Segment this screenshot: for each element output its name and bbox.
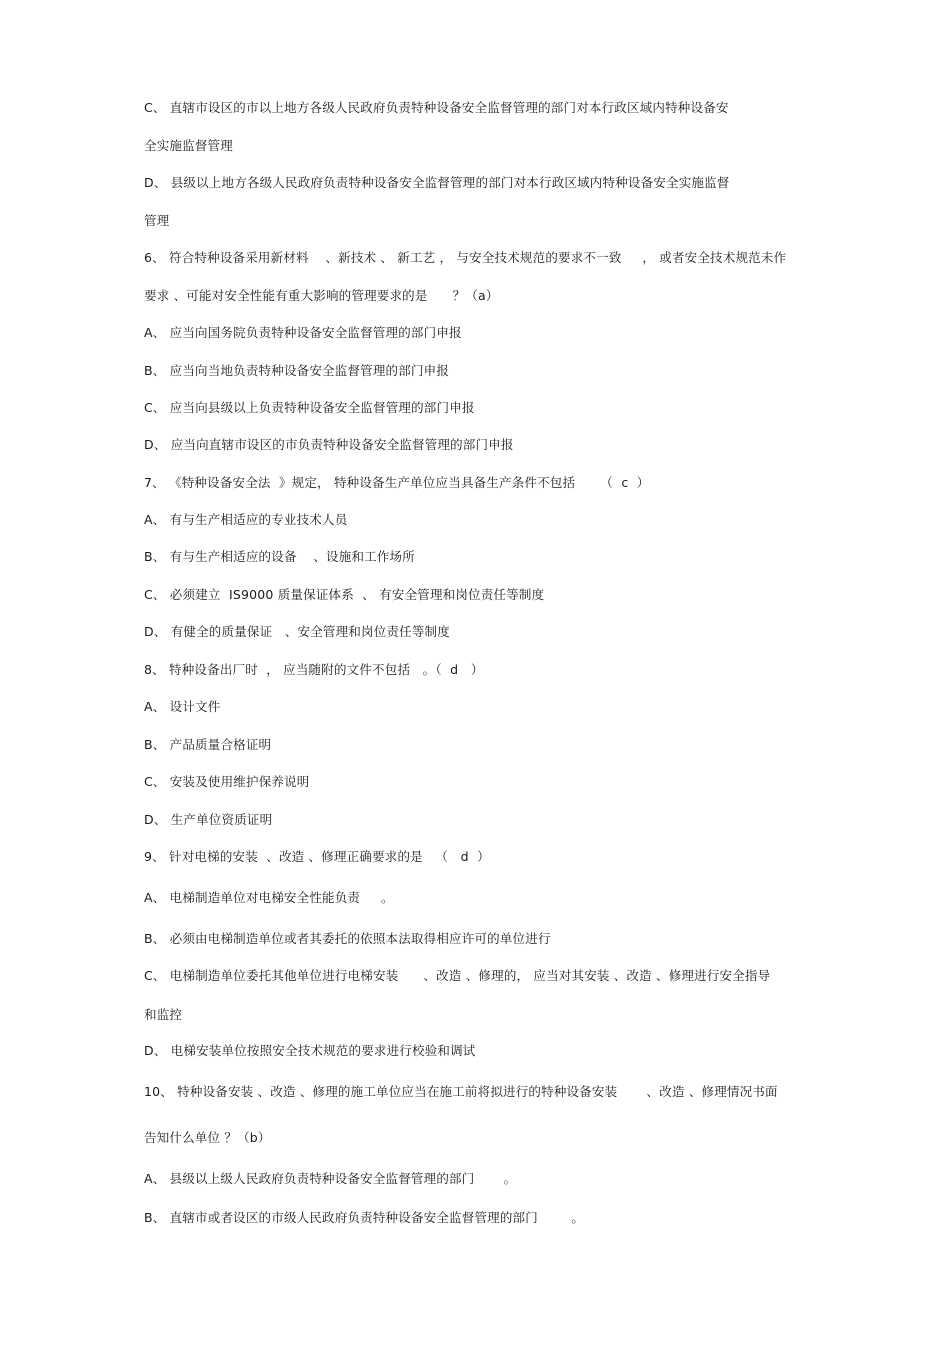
question-8-option-c: C、 安装及使用维护保养说明 bbox=[144, 774, 310, 789]
question-10-line-2: 告知什么单位 ？（b） bbox=[144, 1130, 271, 1145]
question-10-option-a: A、 县级以上级人民政府负责特种设备安全监督管理的部门 。 bbox=[144, 1171, 517, 1186]
question-9-option-c-line-2: 和监控 bbox=[144, 1007, 183, 1022]
option-c-line-1: C、 直辖市设区的市以上地方各级人民政府负责特种设备安全监督管理的部门对本行政区域内特种设备安 bbox=[144, 100, 729, 115]
question-9-option-d: D、 电梯安装单位按照安全技术规范的要求进行校验和调试 bbox=[144, 1043, 476, 1058]
question-9-option-a: A、 电梯制造单位对电梯安全性能负责 。 bbox=[144, 890, 394, 905]
question-10-line-1: 10、 特种设备安装 、改造 、修理的施工单位应当在施工前将拟进行的特种设备安装 、改造 、修理情况书面 bbox=[144, 1084, 778, 1099]
question-6-line-1: 6、 符合特种设备采用新材料 、新技术 、 新工艺 ， 与安全技术规范的要求不一致 ， 或者安全技术规范未作 bbox=[144, 250, 787, 265]
question-9-option-c-line-1: C、 电梯制造单位委托其他单位进行电梯安装 、改造 、修理的， 应当对其安装 、改造 、修理进行安全指导 bbox=[144, 968, 771, 983]
question-6-option-a: A、 应当向国务院负责特种设备安全监督管理的部门申报 bbox=[144, 325, 462, 340]
question-10-option-b: B、 直辖市或者设区的市级人民政府负责特种设备安全监督管理的部门 。 bbox=[144, 1210, 585, 1225]
question-8-option-a: A、 设计文件 bbox=[144, 699, 221, 714]
question-8-option-d: D、 生产单位资质证明 bbox=[144, 812, 273, 827]
question-7-option-b: B、 有与生产相适应的设备 、设施和工作场所 bbox=[144, 549, 415, 564]
question-6-option-b: B、 应当向当地负责特种设备安全监督管理的部门申报 bbox=[144, 363, 450, 378]
question-9: 9、 针对电梯的安装 、改造 、修理正确要求的是 （ d ） bbox=[144, 849, 490, 864]
question-8: 8、 特种设备出厂时 ， 应当随附的文件不包括 。（ d ） bbox=[144, 662, 484, 677]
question-8-option-b: B、 产品质量合格证明 bbox=[144, 737, 272, 752]
option-d-line-1: D、 县级以上地方各级人民政府负责特种设备安全监督管理的部门对本行政区域内特种设备安全实施监督 bbox=[144, 175, 730, 190]
question-7-option-d: D、 有健全的质量保证 、安全管理和岗位责任等制度 bbox=[144, 624, 450, 639]
question-7: 7、 《特种设备安全法 》规定， 特种设备生产单位应当具备生产条件不包括 （ c ） bbox=[144, 475, 650, 490]
option-d-line-2: 管理 bbox=[144, 213, 170, 228]
option-c-line-2: 全实施监督管理 bbox=[144, 138, 233, 153]
question-6-option-c: C、 应当向县级以上负责特种设备安全监督管理的部门申报 bbox=[144, 400, 475, 415]
question-7-option-a: A、 有与生产相适应的专业技术人员 bbox=[144, 512, 348, 527]
question-6-line-2: 要求 、可能对安全性能有重大影响的管理要求的是 ？（a） bbox=[144, 288, 499, 303]
question-6-option-d: D、 应当向直辖市设区的市负责特种设备安全监督管理的部门申报 bbox=[144, 437, 514, 452]
question-7-option-c: C、 必须建立 IS9000 质量保证体系 、 有安全管理和岗位责任等制度 bbox=[144, 587, 545, 602]
question-9-option-b: B、 必须由电梯制造单位或者其委托的依照本法取得相应许可的单位进行 bbox=[144, 931, 551, 946]
